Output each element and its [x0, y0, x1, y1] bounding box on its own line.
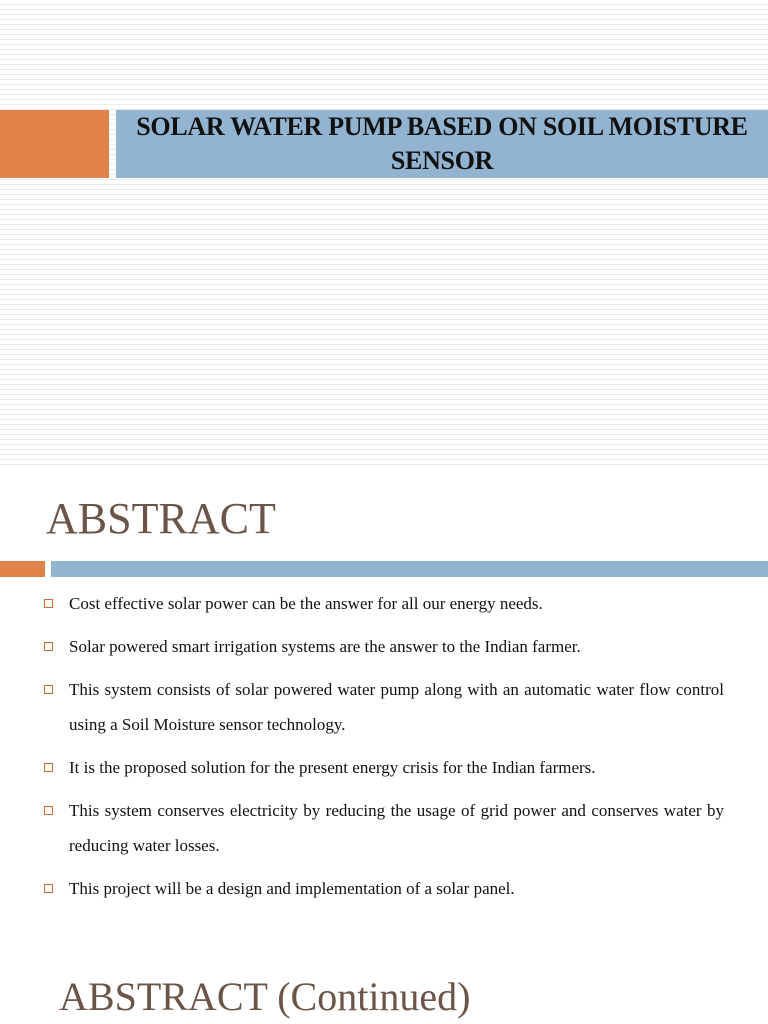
- square-bullet-icon: [44, 806, 53, 815]
- bullet-text: It is the proposed solution for the present energy crisis for the Indian farmers.: [69, 758, 596, 777]
- title-slide: [0, 0, 768, 468]
- slide-title: SOLAR WATER PUMP BASED ON SOIL MOISTURE SENSOR: [136, 112, 748, 175]
- bullet-text: This project will be a design and implementation of a solar panel.: [69, 879, 515, 898]
- square-bullet-icon: [44, 642, 53, 651]
- list-item: [44, 629, 724, 664]
- list-item: [44, 586, 724, 621]
- square-bullet-icon: [44, 763, 53, 772]
- heading-accent-bar: [0, 561, 45, 577]
- abstract-slide: [0, 468, 768, 1024]
- list-item: [44, 871, 724, 906]
- square-bullet-icon: [44, 884, 53, 893]
- square-bullet-icon: [44, 599, 53, 608]
- bullet-text: Cost effective solar power can be the answer for all our energy needs.: [69, 594, 543, 613]
- abstract-continued-heading: ABSTRACT (Continued): [59, 974, 471, 1019]
- bullet-text: This system consists of solar powered water pump along with an automatic water flow control using a Soil Moisture sensor technology.: [69, 680, 724, 734]
- abstract-heading: ABSTRACT: [46, 494, 276, 543]
- list-item: [44, 672, 724, 742]
- title-accent-block: [0, 110, 109, 178]
- bullet-text: This system conserves electricity by reducing the usage of grid power and conserves water by reducing water losses.: [69, 801, 724, 855]
- list-item: [44, 750, 724, 785]
- square-bullet-icon: [44, 685, 53, 694]
- title-banner: [116, 110, 768, 178]
- list-item: [44, 793, 724, 863]
- heading-divider-bar: [51, 561, 768, 577]
- abstract-bullet-list: [44, 586, 724, 914]
- bullet-text: Solar powered smart irrigation systems are the answer to the Indian farmer.: [69, 637, 581, 656]
